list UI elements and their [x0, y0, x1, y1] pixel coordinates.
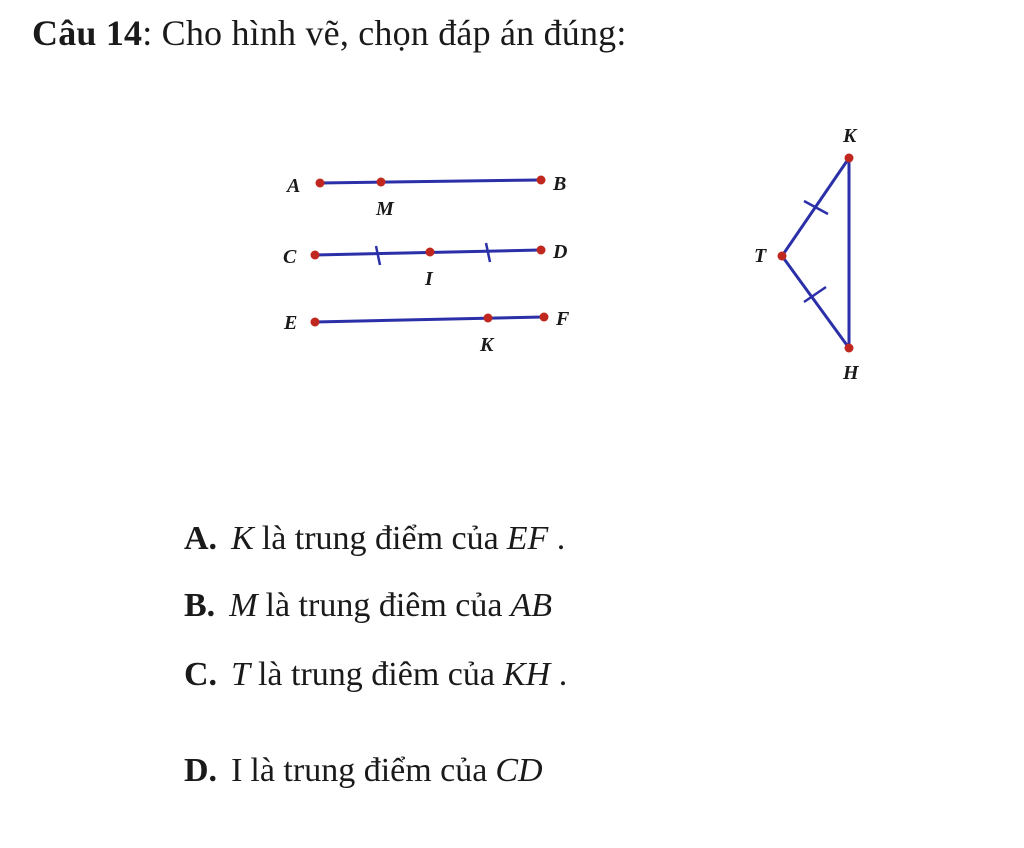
label-k-segment: K	[480, 334, 494, 356]
label-k-triangle: K	[843, 125, 857, 147]
label-m: M	[376, 198, 394, 220]
option-b-object: AB	[510, 587, 553, 624]
option-a-object: EF	[506, 520, 549, 557]
point-e	[311, 318, 320, 327]
option-a-text: là trung điểm của	[261, 520, 499, 557]
tick-kt	[804, 201, 828, 214]
option-a-label: A.	[184, 520, 218, 557]
label-f: F	[556, 308, 570, 330]
segment-th	[782, 256, 849, 348]
point-m	[377, 178, 386, 187]
label-d: D	[553, 241, 568, 263]
option-d-object: CD	[495, 752, 543, 789]
tick-ci	[376, 246, 380, 265]
option-c-text: là trung điêm của	[257, 656, 495, 693]
label-b: B	[553, 173, 567, 195]
question-number: Câu 14	[32, 13, 143, 53]
point-i	[426, 248, 435, 257]
option-d-subject: I	[231, 752, 243, 789]
point-b	[537, 176, 546, 185]
option-a[interactable]	[184, 520, 565, 558]
question-text: : Cho hình vẽ, chọn đáp án đúng:	[142, 13, 627, 53]
label-a: A	[287, 175, 301, 197]
option-b[interactable]	[184, 587, 552, 625]
point-c	[311, 251, 320, 260]
label-c: C	[283, 246, 297, 268]
option-b-subject: M	[229, 587, 258, 624]
option-c-subject: T	[231, 656, 250, 693]
option-a-end: .	[548, 520, 566, 557]
option-d-label: D.	[184, 752, 218, 789]
option-b-text: là trung điêm của	[265, 587, 503, 624]
option-c-end: .	[550, 656, 568, 693]
label-h: H	[843, 362, 859, 384]
point-d	[537, 246, 546, 255]
segment-ab	[320, 180, 540, 183]
option-a-subject: K	[231, 520, 254, 557]
label-t: T	[754, 245, 767, 267]
option-c-object: KH	[502, 656, 551, 693]
option-b-label: B.	[184, 587, 216, 624]
point-k-triangle	[845, 154, 854, 163]
option-c-label: C.	[184, 656, 218, 693]
option-d-text: là trung điểm của	[250, 752, 488, 789]
segment-ef	[315, 317, 543, 322]
option-c[interactable]	[184, 656, 567, 694]
point-h	[845, 344, 854, 353]
label-e: E	[284, 312, 298, 334]
point-k-segment	[484, 314, 493, 323]
point-t	[778, 252, 787, 261]
point-f	[540, 313, 549, 322]
point-a	[316, 179, 325, 188]
label-i: I	[425, 268, 433, 290]
option-d[interactable]	[184, 752, 543, 790]
